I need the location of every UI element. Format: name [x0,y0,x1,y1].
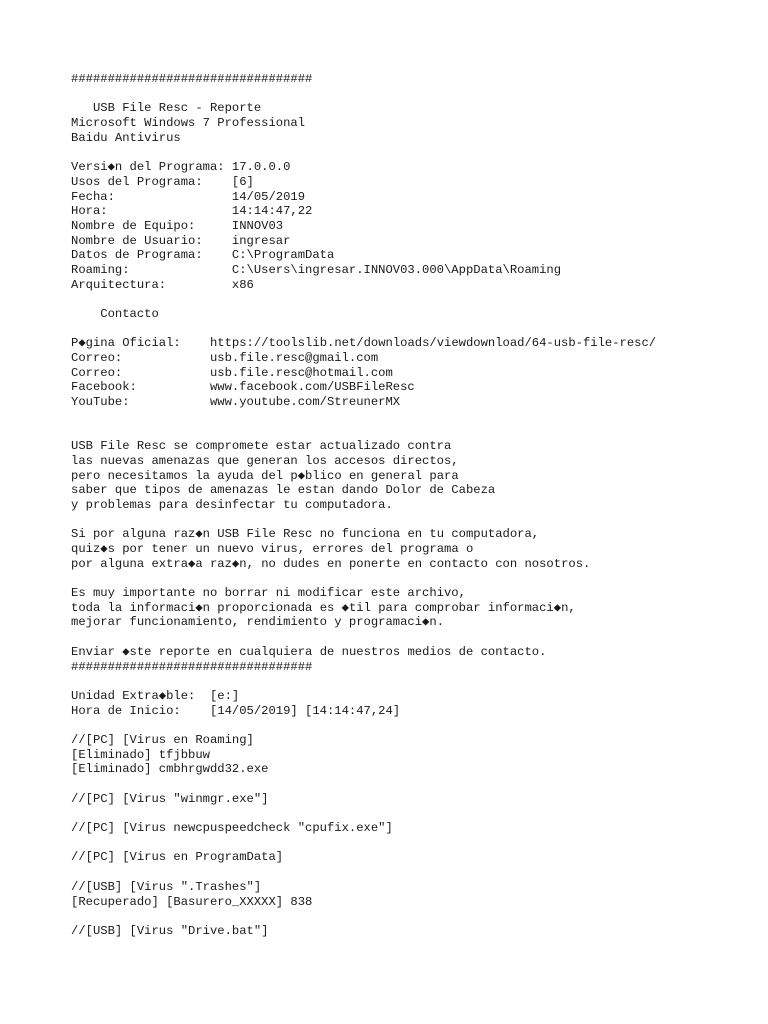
blank-line [71,425,751,440]
report-text [71,72,751,939]
report-line: Contacto [71,307,159,321]
blank-line [71,909,751,924]
report-line: //[PC] [Virus en ProgramData] [71,850,284,865]
report-line: YouTube: www.youtube.com/StreunerMX [71,395,401,410]
blank-line [71,571,751,586]
report-line: pero necesitamos la ayuda del p◆blico en general para [71,468,459,483]
blank-line [71,145,751,160]
blank-line [71,322,751,337]
report-line: Baidu Antivirus [71,130,181,145]
report-line: Facebook: www.facebook.com/USBFileResc [71,380,415,395]
report-line: y problemas para desinfectar tu computadora. [71,497,393,512]
report-line: //[PC] [Virus "winmgr.exe"] [71,791,269,806]
blank-line [71,410,751,425]
blank-line [71,674,751,689]
report-line: Correo: usb.file.resc@hotmail.com [71,365,393,380]
report-line: //[PC] [Virus newcpuspeedcheck "cpufix.exe"] [71,821,393,836]
report-line: ################################# [71,659,313,674]
report-line: Usos del Programa: [6] [71,174,254,189]
report-line: Nombre de Equipo: INNOV03 [71,218,284,233]
report-line: Unidad Extra◆ble: [e:] [71,688,240,703]
report-line: Arquitectura: x86 [71,277,254,292]
report-line: Versi◆n del Programa: 17.0.0.0 [71,160,291,175]
report-line: Fecha: 14/05/2019 [71,189,306,204]
report-line: Roaming: C:\Users\ingresar.INNOV03.000\AppData\Roaming [71,262,562,277]
report-line: Correo: usb.file.resc@gmail.com [71,351,379,366]
report-line: quiz◆s por tener un nuevo virus, errores del programa o [71,542,474,556]
blank-line [71,865,751,880]
report-line: Es muy importante no borrar ni modificar este archivo, [71,586,466,601]
report-line: //[PC] [Virus en Roaming] [71,732,254,747]
blank-line [71,718,751,733]
report-line: por alguna extra◆a raz◆n, no dudes en ponerte en contacto con nosotros. [71,556,591,571]
blank-line [71,513,751,528]
report-line: Si por alguna raz◆n USB File Resc no funciona en tu computadora, [71,527,540,542]
report-line: Microsoft Windows 7 Professional [71,116,306,131]
report-line: Nombre de Usuario: ingresar [71,233,291,248]
report-line: Enviar ◆ste reporte en cualquiera de nuestros medios de contacto. [71,644,547,659]
blank-line [71,836,751,851]
report-line: USB File Resc - Reporte [71,101,262,116]
report-line: las nuevas amenazas que generan los accesos directos, [71,453,459,468]
report-line: [Eliminado] tfjbbuw [71,747,210,762]
report-line: mejorar funcionamiento, rendimiento y programaci◆n. [71,615,445,630]
report-line: Datos de Programa: C:\ProgramData [71,248,335,263]
report-line: //[USB] [Virus "Drive.bat"] [71,923,269,938]
report-line: USB File Resc se compromete estar actualizado contra [71,439,452,454]
report-line: saber que tipos de amenazas le estan dando Dolor de Cabeza [71,483,496,498]
report-line: [Recuperado] [Basurero_XXXXX] 838 [71,894,313,909]
report-line: toda la informaci◆n proporcionada es ◆til para comprobar informaci◆n, [71,600,576,615]
report-line: Hora: 14:14:47,22 [71,204,313,219]
report-line: P◆gina Oficial: https://toolslib.net/downloads/viewdownload/64-usb-file-resc/ [71,336,657,351]
blank-line [71,777,751,792]
report-line: ################################# [71,72,313,86]
blank-line [71,87,751,102]
blank-line [71,806,751,821]
blank-line [71,292,751,307]
report-line: Hora de Inicio: [14/05/2019] [14:14:47,24] [71,703,401,718]
report-line: [Eliminado] cmbhrgwdd32.exe [71,762,269,777]
blank-line [71,630,751,645]
report-line: //[USB] [Virus ".Trashes"] [71,879,262,894]
